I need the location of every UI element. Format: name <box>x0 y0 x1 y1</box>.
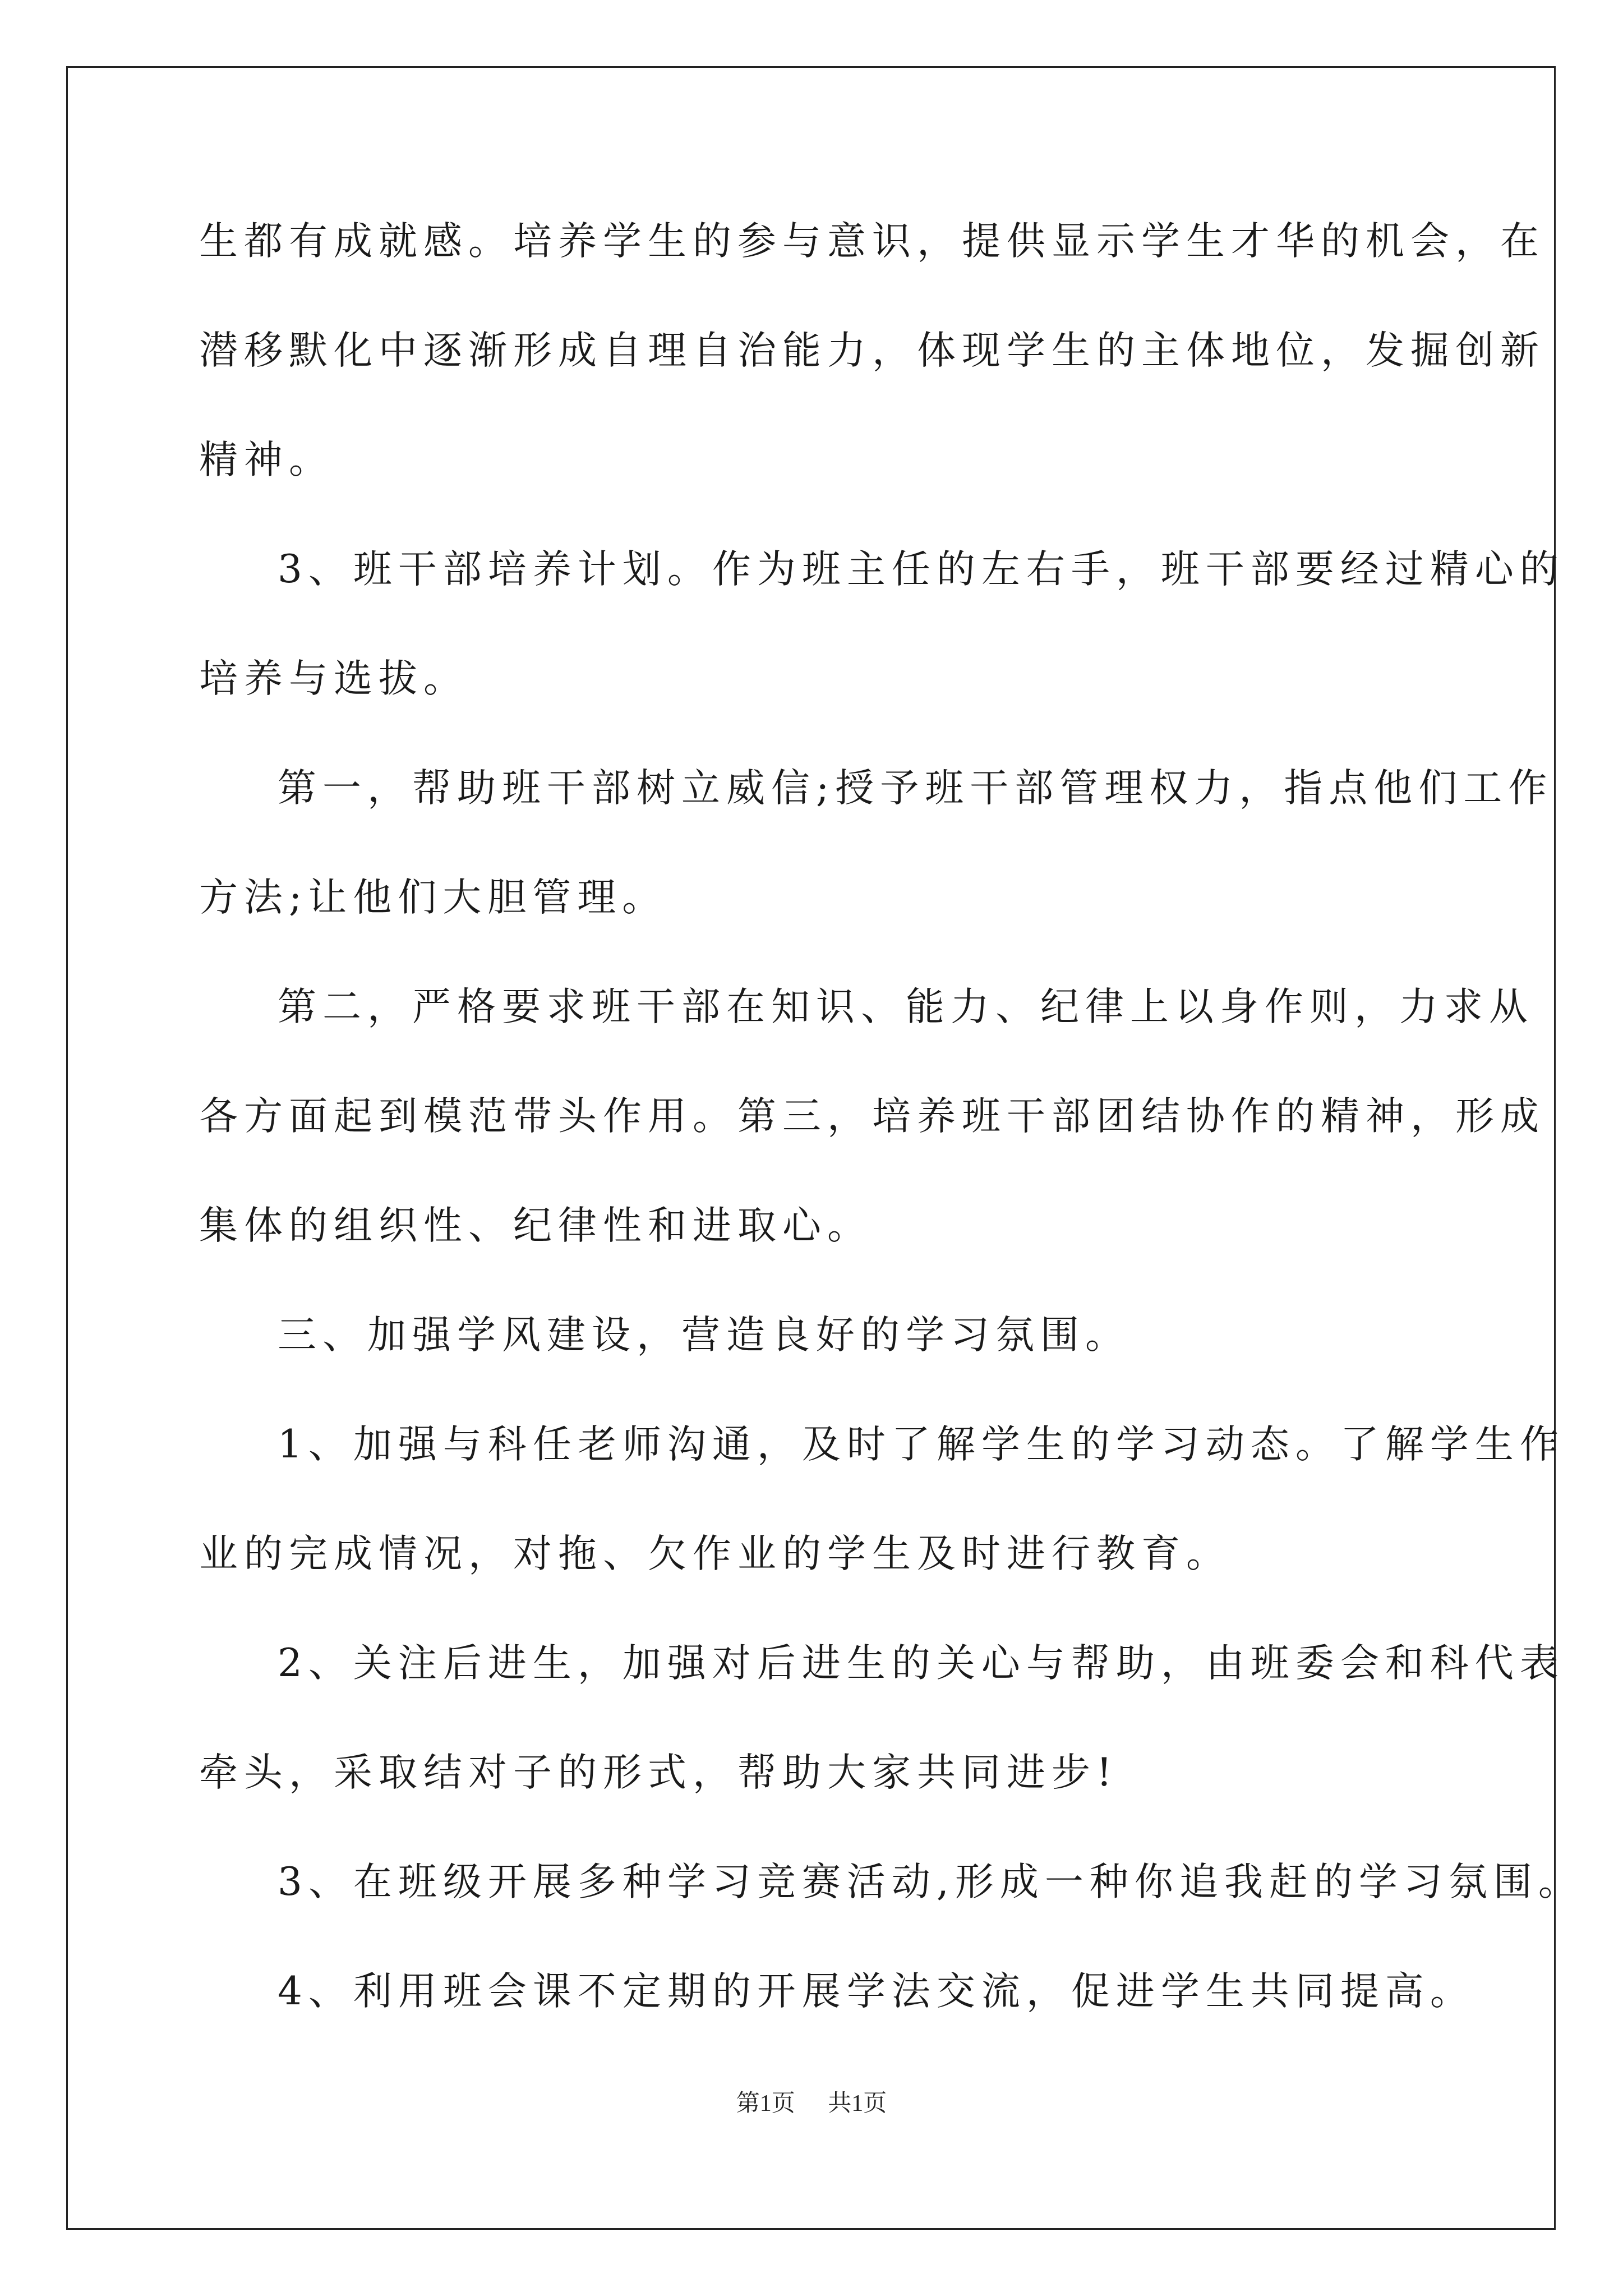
text-line: 培养与选拔。 <box>199 656 468 701</box>
text-line: 潜移默化中逐渐形成自理自治能力，体现学生的主体地位，发掘创新 <box>199 328 1545 373</box>
paragraph-start-line: 第一，帮助班干部树立威信;授予班干部管理权力，指点他们工作 <box>278 766 1553 811</box>
paragraph-start-line: 第二，严格要求班干部在知识、能力、纪律上以身作则，力求从 <box>278 984 1534 1029</box>
paragraph-start-line: 1、加强与科任老师沟通，及时了解学生的学习动态。了解学生作 <box>278 1422 1565 1467</box>
section-heading: 三、加强学风建设，营造良好的学习氛围。 <box>278 1313 1130 1358</box>
text-line: 生都有成就感。培养学生的参与意识，提供显示学生才华的机会，在 <box>199 219 1545 264</box>
text-line: 集体的组织性、纪律性和进取心。 <box>199 1203 872 1248</box>
text-line: 方法;让他们大胆管理。 <box>199 875 667 920</box>
paragraph-start-line: 3、班干部培养计划。作为班主任的左右手，班干部要经过精心的 <box>278 547 1565 592</box>
page-number-total: 共1页 <box>828 2091 887 2116</box>
text-line: 各方面起到模范带头作用。第三，培养班干部团结协作的精神，形成 <box>199 1094 1545 1139</box>
text-line: 精神。 <box>199 438 334 482</box>
page-number-current: 第1页 <box>736 2091 795 2116</box>
paragraph-start-line: 4、利用班会课不定期的开展学法交流，促进学生共同提高。 <box>278 1969 1475 2014</box>
paragraph-start-line: 2、关注后进生，加强对后进生的关心与帮助，由班委会和科代表 <box>278 1641 1565 1686</box>
text-line: 牵头，采取结对子的形式，帮助大家共同进步! <box>199 1750 1118 1795</box>
page-footer <box>0 2087 1623 2120</box>
text-line: 业的完成情况，对拖、欠作业的学生及时进行教育。 <box>199 1531 1231 1576</box>
paragraph-start-line: 3、在班级开展多种学习竞赛活动,形成一种你追我赶的学习氛围。 <box>278 1860 1583 1904</box>
